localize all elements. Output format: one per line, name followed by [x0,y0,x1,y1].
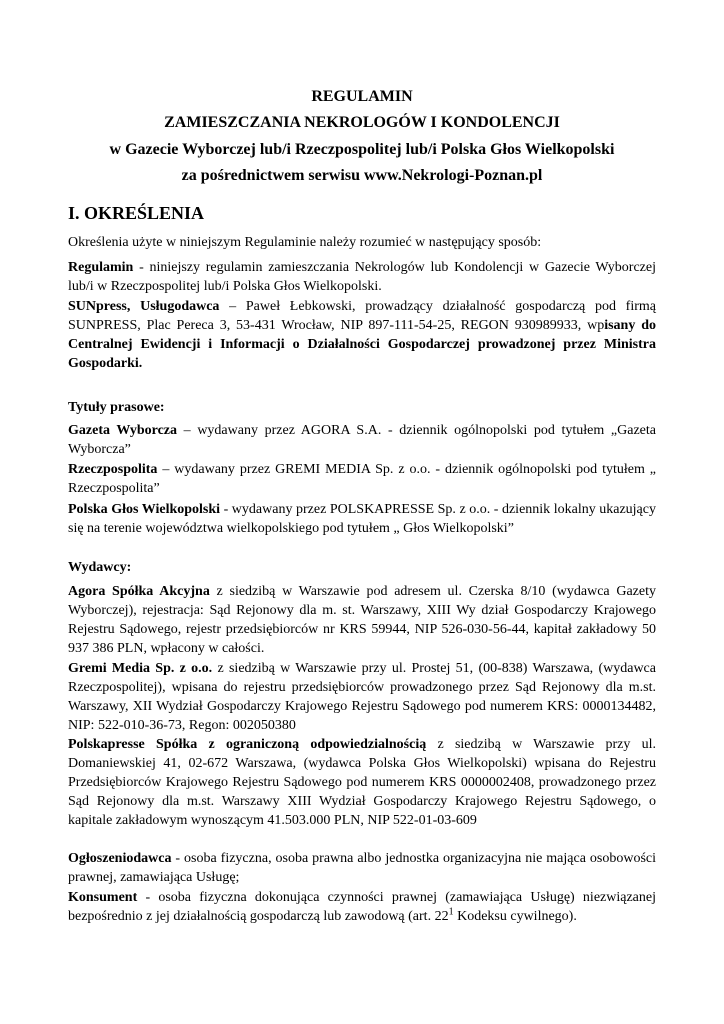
term: Regulamin [68,260,134,275]
definition-text: - niniejszy regulamin zamieszczania Nekrologów lub Kondolencji w Gazecie Wyborczej lub/i w Rzeczpospolitej lub/i Polska Głos Wielkopolski. [68,260,656,294]
term: SUNpress, Usługodawca [68,299,220,314]
definition-text-end: Kodeksu cywilnego). [453,909,577,924]
definition-bold-text: isany do Centralnej Ewidencji i Informacji o Działalności Gospodarczej prowadzonej przez Ministra Gospodarki. [68,318,656,371]
section-heading-okreslenia: I. OKREŚLENIA [68,203,205,223]
term: Gremi Media Sp. z o.o. [68,661,213,676]
heading-publishers: Wydawcy: [68,560,132,575]
publisher-polskapresse [68,735,656,830]
term: Konsument [68,890,138,905]
term: Polskapresse Spółka z ograniczoną odpowiedzialnością [68,737,427,752]
definition-text: - wydawany przez POLSKAPRESSE Sp. z o.o. - dziennik lokalny ukazujący się na terenie województwa wielkopolskiego pod tytułem „ Głos Wielkopolski” [68,502,656,536]
definition-text: z siedzibą w Warszawie pod adresem ul. Czerska 8/10 (wydawca Gazety Wyborczej), rejestracja: Sąd Rejonowy dla m. st. Warszawy, XIII Wy dział Gospodarczy Krajowego Rejestru Sądowego, rejestr przedsiębiorców nr KRS 59944, NIP 526-030-56-44, kapitał zakładowy 50 937 386 PLN, wpłacony w całości. [68,584,657,656]
definition-regulamin [68,258,656,296]
publisher-gremi [68,659,656,735]
heading-press-titles: Tytuły prasowe: [68,400,165,415]
term: Gazeta Wyborcza [68,423,178,438]
definition-sunpress [68,297,656,373]
definition-text: - osoba fizyczna dokonująca czynności prawnej (zamawiająca Usługę) niezwiązanej bezpośrednio z jej działalnością gospodarczą lub zawodową (art. 22 [68,890,656,924]
title-line-3: w Gazecie Wyborczej lub/i Rzeczpospolitej lub/i Polska Głos Wielkopolski [109,141,615,158]
publisher-agora [68,582,656,658]
press-title-rzeczpospolita [68,460,656,498]
term: Rzeczpospolita [68,462,158,477]
title-line-1: REGULAMIN [311,88,413,105]
definition-ogloszeniodawca [68,849,656,887]
definition-text: – wydawany przez GREMI MEDIA Sp. z o.o. - dziennik ogólnopolski pod tytułem „ Rzeczpospolita” [68,462,656,496]
definition-text: - osoba fizyczna, osoba prawna albo jednostka organizacyjna nie mająca osobowości prawnej, zamawiająca Usługę; [68,851,656,885]
definition-text: z siedzibą w Warszawie przy ul. Domaniewskiej 41, 02-672 Warszawa, (wydawca Polska Głos Wielkopolski) wpisana do Rejestru Przedsiębiorców Krajowego Rejestru Sądowego pod numerem KRS 0000002408, prowadzonego przez Sąd Rejonowy dla m.st. Warszawy XIII Wydział Gospodarczy Krajowego Rejestru Sądowego, o kapitale zakładowym wynoszącym 41.503.000 PLN, NIP 522-01-03-609 [68,737,657,828]
definition-text: – Paweł Łebkowski, prowadzący działalność gospodarczą pod firmą SUNPRESS, Plac Pereca 3, 53-431 Wrocław, NIP 897-111-54-25, REGON 930989933, wp [68,299,656,333]
intro-paragraph: Określenia użyte w niniejszym Regulaminie należy rozumieć w następujący sposób: [68,235,542,250]
press-title-glos-wielkopolski [68,500,656,538]
term: Ogłoszeniodawca [68,851,172,866]
title-line-2: ZAMIESZCZANIA NEKROLOGÓW I KONDOLENCJI [164,114,560,131]
term: Agora Spółka Akcyjna [68,584,210,599]
definition-text: z siedzibą w Warszawie przy ul. Prostej 51, (00-838) Warszawa, (wydawca Rzeczpospolitej), wpisana do rejestru przedsiębiorców prowadzonego przez Sąd Rejonowy dla m.st. Warszawy, XII Wydział Gospodarczy Krajowego Rejestru Sądowego pod numerem KRS: 0000134482, NIP: 522-010-36-73, Regon: 002050380 [68,661,656,733]
definition-konsument [68,888,656,926]
term: Polska Głos Wielkopolski [68,502,221,517]
title-line-4: za pośrednictwem serwisu www.Nekrologi-Poznan.pl [181,167,543,184]
press-title-gazeta-wyborcza [68,421,656,459]
footnote-superscript: 1 [448,906,454,918]
definition-text: – wydawany przez AGORA S.A. - dziennik ogólnopolski pod tytułem „Gazeta Wyborcza” [68,423,656,457]
